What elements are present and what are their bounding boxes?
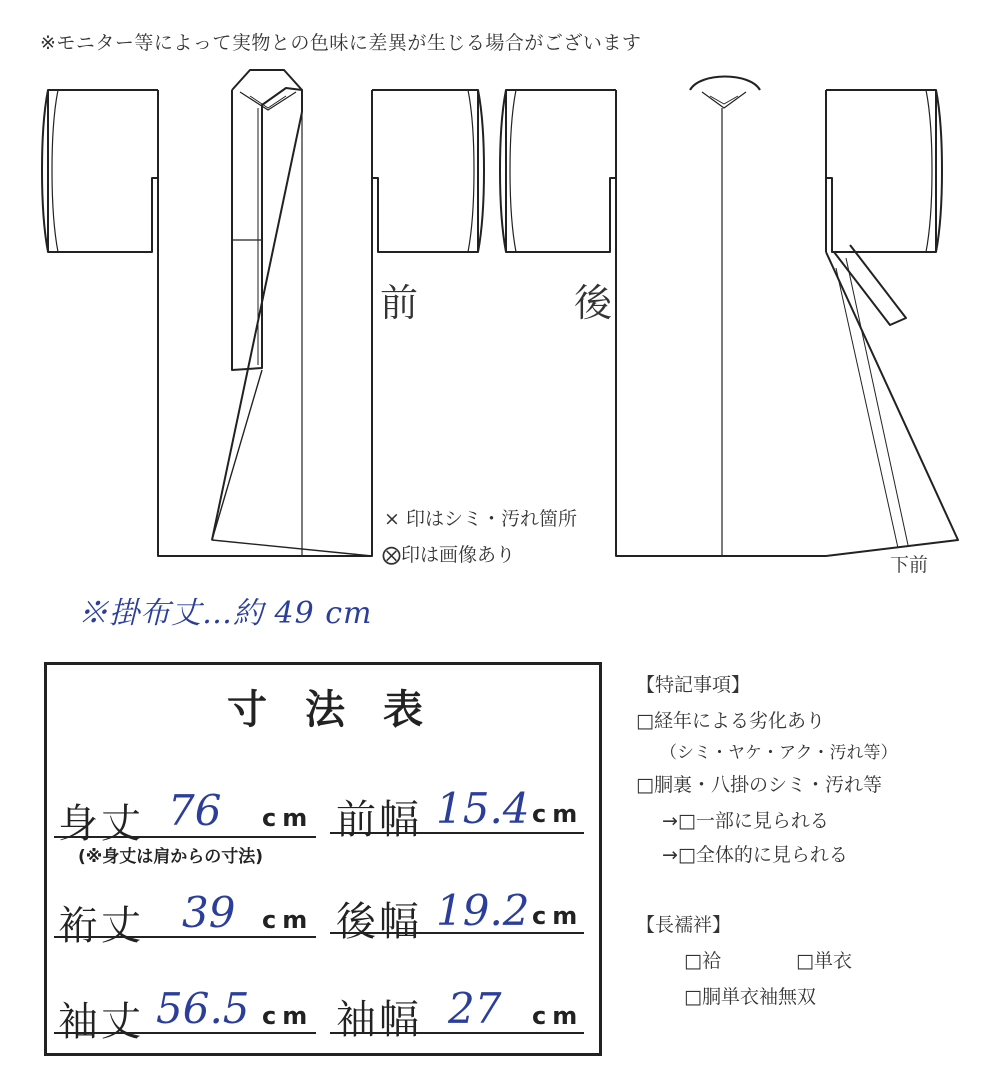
- special-note-item: □経年による劣化あり: [636, 710, 825, 732]
- front-right-sleeve: [372, 90, 478, 252]
- measure-underline: [54, 836, 316, 838]
- legend-photo-mark: ⨂印は画像あり: [382, 544, 516, 566]
- juban-option: □単衣: [796, 950, 852, 972]
- special-notes-heading: 【特記事項】: [636, 674, 751, 696]
- measure-value: 56.5: [156, 984, 250, 1033]
- juban-option: □袷: [684, 950, 721, 972]
- back-left-sleeve: [506, 90, 616, 252]
- size-table-title: 寸法表: [227, 687, 461, 733]
- color-disclaimer: ※モニター等によって実物との色味に差異が生じる場合がございます: [40, 32, 642, 54]
- measure-label: 後幅: [336, 899, 422, 945]
- measure-value: 19.2: [436, 886, 530, 935]
- measure-label: 身丈: [58, 801, 144, 847]
- special-note-item: □胴裏・八掛のシミ・汚れ等: [636, 774, 882, 796]
- front-collar: [232, 70, 302, 90]
- measure-label: 袖丈: [58, 999, 144, 1045]
- height-measure-note: (※身丈は肩からの寸法): [78, 847, 264, 867]
- back-view-drawing: [500, 77, 958, 557]
- measure-value: 15.4: [436, 784, 530, 833]
- measure-underline: [54, 936, 316, 938]
- measure-label: 裄丈: [58, 903, 144, 949]
- special-note-item: （シミ・ヤケ・アク・汚れ等）: [660, 743, 898, 763]
- measure-underline: [330, 1032, 584, 1034]
- back-collar: [690, 77, 760, 91]
- collar-length-note: ※掛布丈…約 49 cm: [78, 596, 373, 631]
- measure-value: 39: [182, 888, 236, 937]
- measure-unit: cm: [532, 800, 584, 828]
- front-view-label: 前: [380, 281, 421, 325]
- special-note-item: →□全体的に見られる: [662, 844, 848, 866]
- measure-underline: [54, 1032, 316, 1034]
- lower-front-label: 下前: [890, 554, 929, 576]
- measure-unit: cm: [262, 804, 314, 832]
- back-body: [616, 90, 826, 556]
- measure-unit: cm: [532, 902, 584, 930]
- front-body: [158, 90, 372, 556]
- measure-value: 76: [168, 786, 222, 835]
- juban-option: □胴単衣袖無双: [684, 986, 816, 1008]
- measure-value: 27: [448, 984, 502, 1033]
- measure-label: 袖幅: [336, 997, 422, 1043]
- juban-heading: 【長襦袢】: [636, 914, 732, 936]
- measure-underline: [330, 932, 584, 934]
- special-note-item: →□一部に見られる: [662, 810, 829, 832]
- measure-underline: [330, 832, 584, 834]
- legend-stain-mark: × 印はシミ・汚れ箇所: [384, 508, 577, 530]
- lower-front-flap: [826, 252, 958, 556]
- measure-label: 前幅: [336, 797, 422, 843]
- measure-unit: cm: [532, 1002, 584, 1030]
- measure-unit: cm: [262, 906, 314, 934]
- back-view-label: 後: [574, 281, 615, 325]
- back-right-sleeve: [826, 90, 936, 252]
- front-left-sleeve: [48, 90, 158, 252]
- measure-unit: cm: [262, 1002, 314, 1030]
